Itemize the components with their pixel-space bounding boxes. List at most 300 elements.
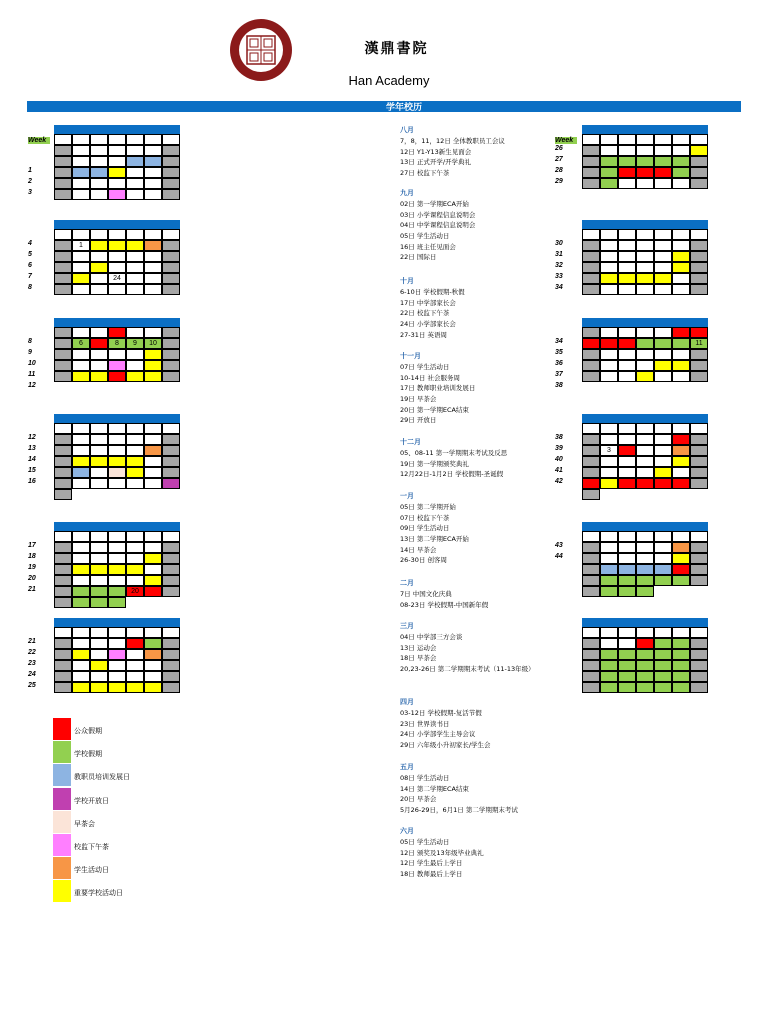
month-header-bar	[54, 618, 180, 627]
month-events	[400, 188, 560, 263]
week-number: 25	[28, 682, 36, 689]
day-cell	[72, 542, 90, 553]
month-name: 十二月	[400, 438, 421, 446]
day-cell	[90, 349, 108, 360]
day-cell	[162, 649, 180, 660]
month-events	[400, 437, 560, 480]
week-number: 13	[28, 445, 36, 452]
day-cell	[672, 682, 690, 693]
day-cell	[654, 167, 672, 178]
day-cell	[90, 627, 108, 638]
day-cell	[654, 564, 672, 575]
day-cell	[654, 638, 672, 649]
day-cell	[618, 167, 636, 178]
day-cell	[582, 327, 600, 338]
day-cell	[618, 660, 636, 671]
day-cell	[690, 229, 708, 240]
day-cell	[672, 167, 690, 178]
day-cell	[582, 489, 600, 500]
day-cell	[54, 627, 72, 638]
day-cell	[162, 371, 180, 382]
day-cell	[90, 371, 108, 382]
day-cell	[690, 167, 708, 178]
day-cell	[108, 327, 126, 338]
day-cell	[654, 240, 672, 251]
day-cell	[162, 349, 180, 360]
day-cell	[126, 145, 144, 156]
day-cell	[108, 434, 126, 445]
day-cell	[690, 627, 708, 638]
day-cell	[108, 682, 126, 693]
day-cell	[162, 467, 180, 478]
day-cell	[582, 360, 600, 371]
day-cell	[582, 284, 600, 295]
day-cell	[126, 456, 144, 467]
day-cell	[144, 553, 162, 564]
day-cell	[144, 273, 162, 284]
week-number: 38	[555, 382, 563, 389]
day-cell	[600, 178, 618, 189]
day-cell	[672, 456, 690, 467]
day-cell	[144, 542, 162, 553]
legend-swatch	[53, 834, 71, 856]
day-cell	[144, 360, 162, 371]
week-number: 4	[28, 240, 32, 247]
event-item: 27日 校监下午茶	[400, 169, 450, 178]
day-cell	[636, 682, 654, 693]
day-cell	[654, 553, 672, 564]
day-cell	[672, 434, 690, 445]
day-cell	[72, 478, 90, 489]
day-cell	[618, 156, 636, 167]
day-cell	[654, 178, 672, 189]
day-cell	[654, 338, 672, 349]
day-cell	[654, 251, 672, 262]
day-cell	[690, 327, 708, 338]
day-cell	[672, 627, 690, 638]
day-cell	[690, 423, 708, 434]
legend-swatch	[53, 788, 71, 810]
day-cell	[54, 262, 72, 273]
month-header-bar	[582, 414, 708, 423]
month-header-bar	[54, 414, 180, 423]
day-cell	[126, 360, 144, 371]
day-cell	[636, 531, 654, 542]
day-cell	[600, 553, 618, 564]
day-cell	[54, 284, 72, 295]
event-item: 20日 早茶会	[400, 795, 437, 804]
week-number: 17	[28, 542, 36, 549]
day-cell	[144, 638, 162, 649]
event-item: 12日 Y1-Y13新生见面会	[400, 147, 472, 156]
month-name: 一月	[400, 492, 414, 500]
day-cell	[654, 649, 672, 660]
day-cell	[90, 262, 108, 273]
day-cell	[654, 575, 672, 586]
day-cell	[72, 638, 90, 649]
day-cell	[636, 273, 654, 284]
day-cell	[690, 638, 708, 649]
day-cell	[636, 638, 654, 649]
day-cell	[636, 240, 654, 251]
day-cell	[108, 262, 126, 273]
day-cell	[108, 423, 126, 434]
day-cell	[636, 284, 654, 295]
day-cell	[654, 134, 672, 145]
week-number: 40	[555, 456, 563, 463]
month-header-bar	[582, 618, 708, 627]
day-cell	[654, 156, 672, 167]
day-cell	[654, 145, 672, 156]
day-cell	[582, 564, 600, 575]
day-cell	[636, 456, 654, 467]
day-cell	[636, 371, 654, 382]
day-cell	[690, 434, 708, 445]
day-cell	[618, 553, 636, 564]
day-cell	[636, 660, 654, 671]
day-cell	[672, 423, 690, 434]
day-cell	[672, 229, 690, 240]
day-cell	[600, 262, 618, 273]
day-cell	[636, 251, 654, 262]
event-item: 08日 学生活动日	[400, 774, 450, 782]
day-cell	[618, 240, 636, 251]
day-cell	[654, 349, 672, 360]
day-cell	[126, 671, 144, 682]
day-cell	[618, 627, 636, 638]
day-cell	[90, 682, 108, 693]
event-item: 07日 学生活动日	[400, 363, 450, 371]
event-item: 04日 中学部三方会谈	[400, 633, 463, 641]
event-item: 03-12日 学校假期-复活节假	[400, 709, 482, 717]
day-cell	[108, 575, 126, 586]
legend-label: 学校开放日	[74, 796, 109, 805]
day-cell	[582, 649, 600, 660]
day-cell	[582, 134, 600, 145]
week-number: 41	[555, 467, 563, 474]
day-cell	[144, 349, 162, 360]
day-cell	[600, 273, 618, 284]
day-cell	[636, 467, 654, 478]
day-cell	[690, 542, 708, 553]
day-cell	[126, 423, 144, 434]
week-number: 35	[555, 349, 563, 356]
event-item: 29日 开放日	[400, 416, 437, 425]
day-cell	[144, 327, 162, 338]
day-cell	[90, 575, 108, 586]
day-cell	[672, 284, 690, 295]
day-cell	[54, 542, 72, 553]
day-cell	[672, 649, 690, 660]
day-cell	[162, 531, 180, 542]
week-number: 21	[28, 586, 36, 593]
day-cell	[582, 423, 600, 434]
day-cell	[636, 575, 654, 586]
day-cell	[600, 156, 618, 167]
day-cell	[72, 586, 90, 597]
week-number: 39	[555, 445, 563, 452]
month-header-bar	[54, 220, 180, 229]
day-cell	[126, 167, 144, 178]
week-number: Week	[555, 137, 577, 144]
day-cell	[54, 586, 72, 597]
event-item: 12日 颁奖及13年级毕业典礼	[400, 848, 484, 857]
day-cell	[162, 273, 180, 284]
day-cell	[54, 489, 72, 500]
month-events	[400, 351, 560, 426]
day-cell	[126, 638, 144, 649]
day-cell	[72, 229, 90, 240]
day-cell	[54, 145, 72, 156]
day-cell	[162, 542, 180, 553]
day-cell	[126, 240, 144, 251]
day-cell	[126, 349, 144, 360]
day-cell	[636, 360, 654, 371]
day-cell	[54, 251, 72, 262]
day-cell	[108, 597, 126, 608]
day-cell	[126, 542, 144, 553]
day-cell	[90, 423, 108, 434]
day-cell	[72, 660, 90, 671]
day-cell	[654, 262, 672, 273]
day-cell	[582, 660, 600, 671]
day-cell	[654, 682, 672, 693]
week-number: 3	[28, 189, 32, 196]
month-events	[400, 578, 560, 610]
day-cell	[618, 145, 636, 156]
event-item: 24日 小学部家长会	[400, 320, 456, 329]
event-item: 12日 学生最后上学日	[400, 859, 463, 868]
day-cell	[636, 327, 654, 338]
month-name: 五月	[400, 763, 414, 771]
day-cell	[690, 262, 708, 273]
day-cell	[690, 445, 708, 456]
day-cell	[54, 531, 72, 542]
day-cell	[54, 240, 72, 251]
day-cell	[618, 564, 636, 575]
day-cell	[600, 434, 618, 445]
day-cell	[126, 682, 144, 693]
event-item: 09日 学生活动日	[400, 524, 450, 533]
day-cell	[636, 478, 654, 489]
day-cell	[600, 542, 618, 553]
day-cell	[600, 423, 618, 434]
day-cell	[72, 284, 90, 295]
day-cell	[72, 167, 90, 178]
day-cell: 9	[126, 338, 144, 349]
week-number: 23	[28, 660, 36, 667]
day-cell	[618, 531, 636, 542]
day-cell	[690, 456, 708, 467]
day-cell	[90, 531, 108, 542]
event-item: 10-14日 社会服务周	[400, 373, 460, 382]
event-item: 08-23日 学校假期-中国新年假	[400, 600, 489, 609]
legend-label: 学校假期	[74, 750, 102, 759]
day-cell	[654, 478, 672, 489]
day-cell	[162, 156, 180, 167]
legend-swatch	[53, 857, 71, 879]
day-cell	[90, 156, 108, 167]
event-item: 22日 国际日	[400, 253, 437, 262]
day-cell	[54, 156, 72, 167]
event-item: 13日 运动会	[400, 643, 437, 652]
day-cell	[672, 553, 690, 564]
day-cell	[600, 338, 618, 349]
week-number: 9	[28, 349, 32, 356]
event-item: 14日 早茶会	[400, 545, 437, 554]
week-number: 11	[28, 371, 36, 378]
day-cell	[672, 638, 690, 649]
day-cell	[54, 597, 72, 608]
day-cell	[618, 262, 636, 273]
day-cell	[72, 262, 90, 273]
day-cell	[618, 467, 636, 478]
day-cell	[654, 423, 672, 434]
day-cell	[654, 660, 672, 671]
day-cell	[72, 627, 90, 638]
day-cell	[144, 189, 162, 200]
week-number: 21	[28, 638, 36, 645]
week-number: 30	[555, 240, 563, 247]
week-number: 16	[28, 478, 36, 485]
day-cell	[654, 542, 672, 553]
day-cell	[600, 371, 618, 382]
day-cell	[600, 531, 618, 542]
month-name: 十月	[400, 277, 414, 285]
day-cell	[600, 251, 618, 262]
day-cell	[672, 542, 690, 553]
day-cell	[108, 586, 126, 597]
day-cell	[54, 338, 72, 349]
day-cell	[162, 456, 180, 467]
day-cell	[162, 134, 180, 145]
day-cell	[126, 531, 144, 542]
day-cell	[162, 229, 180, 240]
day-cell	[108, 638, 126, 649]
day-cell	[72, 273, 90, 284]
week-number: 24	[28, 671, 36, 678]
month-events	[400, 276, 560, 340]
day-cell	[54, 423, 72, 434]
day-cell	[672, 327, 690, 338]
day-cell	[636, 423, 654, 434]
day-cell	[162, 189, 180, 200]
day-cell	[54, 134, 72, 145]
day-cell	[90, 327, 108, 338]
week-number: 34	[555, 284, 563, 291]
day-cell	[90, 638, 108, 649]
week-number: 31	[555, 251, 563, 258]
day-cell	[600, 284, 618, 295]
week-number: 18	[28, 553, 36, 560]
day-cell	[126, 327, 144, 338]
day-cell	[144, 284, 162, 295]
day-cell	[72, 178, 90, 189]
day-cell	[72, 327, 90, 338]
day-cell	[54, 682, 72, 693]
month-name: 十一月	[400, 352, 421, 360]
day-cell	[672, 445, 690, 456]
month-header-bar	[54, 125, 180, 134]
week-number: 5	[28, 251, 32, 258]
day-cell	[108, 371, 126, 382]
legend-swatch	[53, 718, 71, 740]
day-cell	[672, 134, 690, 145]
day-cell	[126, 445, 144, 456]
day-cell	[144, 240, 162, 251]
day-cell	[144, 627, 162, 638]
month-name: 六月	[400, 827, 414, 835]
day-cell	[672, 360, 690, 371]
day-cell	[72, 531, 90, 542]
day-cell	[54, 178, 72, 189]
event-item: 7，8，11，12日 全体教职员工会议	[400, 137, 505, 145]
day-cell	[672, 251, 690, 262]
day-cell	[672, 349, 690, 360]
day-cell	[162, 586, 180, 597]
day-cell	[672, 273, 690, 284]
day-cell	[582, 229, 600, 240]
day-cell	[582, 349, 600, 360]
event-item: 05日 学生活动日	[400, 838, 450, 846]
day-cell	[162, 564, 180, 575]
day-cell	[90, 189, 108, 200]
day-cell	[672, 145, 690, 156]
school-name-en: Han Academy	[348, 73, 430, 88]
event-item: 02日 第一学期ECA开始	[400, 200, 469, 208]
day-cell	[72, 434, 90, 445]
day-cell	[54, 553, 72, 564]
day-cell	[654, 284, 672, 295]
day-cell	[600, 627, 618, 638]
day-cell	[618, 371, 636, 382]
day-cell	[600, 586, 618, 597]
legend-swatch	[53, 811, 71, 833]
legend-label: 学生活动日	[74, 866, 109, 875]
week-number: 29	[555, 178, 563, 185]
day-cell	[600, 564, 618, 575]
week-number: 19	[28, 564, 36, 571]
event-item: 16日 班主任见面会	[400, 242, 456, 251]
day-cell	[54, 445, 72, 456]
day-cell	[144, 229, 162, 240]
day-cell	[690, 660, 708, 671]
day-cell	[672, 564, 690, 575]
day-cell	[126, 575, 144, 586]
day-cell	[690, 156, 708, 167]
day-cell	[126, 284, 144, 295]
day-cell	[90, 145, 108, 156]
month-header-bar	[582, 220, 708, 229]
day-cell	[162, 423, 180, 434]
month-header-bar	[582, 318, 708, 327]
day-cell	[618, 445, 636, 456]
day-cell	[90, 360, 108, 371]
day-cell	[72, 371, 90, 382]
day-cell	[108, 445, 126, 456]
day-cell	[600, 360, 618, 371]
month-events	[400, 125, 560, 179]
day-cell	[162, 660, 180, 671]
day-cell	[108, 167, 126, 178]
month-name: 四月	[400, 698, 414, 706]
day-cell	[654, 434, 672, 445]
day-cell: 1	[72, 240, 90, 251]
day-cell	[54, 671, 72, 682]
day-cell	[618, 229, 636, 240]
day-cell	[162, 360, 180, 371]
day-cell	[672, 371, 690, 382]
